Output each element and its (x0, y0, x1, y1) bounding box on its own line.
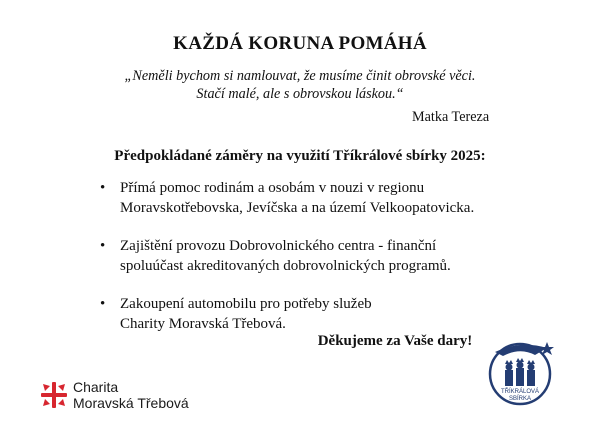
quote-author: Matka Tereza (412, 109, 490, 125)
list-item (100, 236, 540, 276)
list-item-line-2: Moravskotřebovska, Jevíčska a na území Velkoopatovicka. (120, 200, 475, 216)
plans-list (100, 178, 540, 352)
charita-logo-line-1: Charita (73, 379, 119, 395)
page-title: KAŽDÁ KORUNA POMÁHÁ (173, 33, 427, 54)
list-item-line-1: Zajištění provozu Dobrovolnického centra - finanční (120, 238, 437, 254)
bullet: • (100, 238, 106, 254)
seal-text-line-2: SBÍRKA (508, 396, 532, 402)
list-item-line-2: spoluúčast akreditovaných dobrovolnických programů. (120, 258, 451, 274)
trikralova-sbirka-seal (485, 338, 555, 408)
thanks-text: Děkujeme za Vaše dary! (317, 333, 473, 349)
list-item (100, 294, 540, 334)
list-item (100, 178, 540, 218)
charita-logo-line-2: Moravská Třebová (73, 395, 189, 411)
bullet: • (100, 296, 106, 312)
list-item-line-2: Charity Moravská Třebová. (120, 316, 286, 332)
quote-line-2: Stačí malé, ale s obrovskou láskou.“ (196, 86, 404, 102)
charita-logo (40, 379, 189, 411)
plans-heading: Předpokládané záměry na využití Tříkrálové sbírky 2025: (114, 148, 486, 164)
bullet: • (100, 180, 106, 196)
quote-line-1: „Neměli bychom si namlouvat, že musíme činit obrovské věci. (124, 68, 476, 84)
list-item-line-1: Přímá pomoc rodinám a osobám v nouzi v regionu (120, 180, 425, 196)
charita-logo-text (73, 379, 189, 411)
quote (60, 67, 540, 103)
charita-cross-icon (40, 381, 68, 409)
list-item-line-1: Zakoupení automobilu pro potřeby služeb (120, 296, 372, 312)
seal-text-line-1: TŘÍKRÁLOVÁ (500, 389, 540, 395)
